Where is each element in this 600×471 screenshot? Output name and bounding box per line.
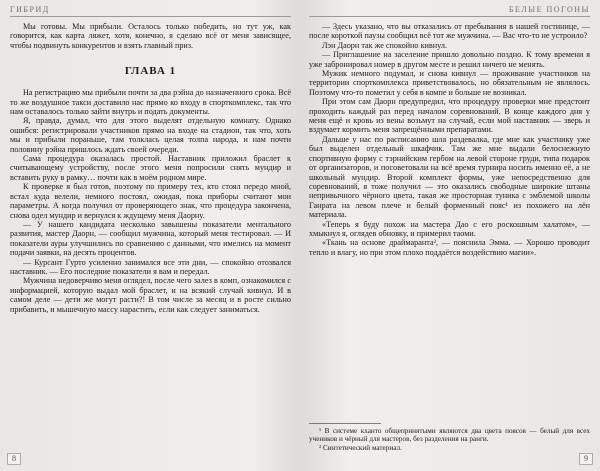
page-right xyxy=(309,22,590,452)
footnotes-block xyxy=(309,418,590,453)
paragraph: При этом сам Даорн предупредил, что процедуру проверки мне предстоит проходить каждый раз перед началом соревнований. В конце каждого дня у меня ещё и кровь из вены возьмут на случай, если мой наставник — зверь и вздумает кормить меня запрещёнными препаратами. xyxy=(309,97,590,135)
footnotes xyxy=(309,427,590,453)
page-number-right: 9 xyxy=(579,453,593,465)
footnote-separator xyxy=(309,423,381,424)
running-title-left: ГИБРИД xyxy=(10,5,50,14)
paragraph: «Теперь я буду похож на мастера Дао с его роскошным халатом», — хмыкнул я, оглядев обновку, и примерил таоми. xyxy=(309,219,590,238)
body-text-left xyxy=(10,88,291,314)
paragraph: Дальше у нас по расписанию шла раздевалка, где мне как участнику уже был выделен отдельный шкафчик. Там же мне выдали белоснежную спортивную форму с тэрнийским гербом на левой стороне груди, типа подарок от организаторов, и посоветовали на всё время турнира носить именно её, а не школьный мундир. Второй комплект формы, уже непосредственно для соревнований, я тоже получил — это оказались свободные широкие штаны непривычного чёрного цвета, такая же просторная туника с эмблемой школы Ганрата на левом плече и белый форменный пояс¹ из похожего на лён материала. xyxy=(309,134,590,220)
paragraph: К проверке я был готов, поэтому по примеру тех, кто стоял передо мной, встал куда велели, немного постоял, ожидая, пока приборы считают мои параметры. А когда получил от проверяющего знак, что процедура закончена, снова одел мундир и вернулся к ждущему меня Даорну. xyxy=(10,182,291,220)
paragraph: — У нашего кандидата несколько завышены показатели ментального развития, мастер Даорн, — сообщил мужчина, который меня тестировал. — И показатели ауры улучшились по сравнению с данными, что имелись на момент подачи заявки, на десять процентов. xyxy=(10,219,291,258)
body-text-right xyxy=(309,22,590,257)
paragraph: Мужчина недоверчиво меня оглядел, после чего залез в комп, ознакомился с информацией, которую выдал мой браслет, и на всякий случай кивнул. И в самом деле — дети же могут расти?! В том числе за месяц и в росте сильно прибавить, и мышечную массу нарастить, если как следует заниматься. xyxy=(10,276,291,314)
paragraph: Мужик немного подумал, и снова кивнул — проживание участников на территории спорткомплекса приветствовалось, но обязательным не являлось. Поэтому что-то пометил у себя в компе и больше не возникал. xyxy=(309,69,590,97)
paragraph: Сама процедура оказалась простой. Наставник приложил браслет к считывающему устройству, после этого меня попросили снять мундир и вставить руку в рамку… почти как в моём родном мире. xyxy=(10,154,291,182)
footnote: ¹ В системе кханто общепринятыми являются два цвета поясов — белый для всех учеников и чёрный для мастеров, без разделения на ранги. xyxy=(309,426,590,443)
intro-paragraph: Мы готовы. Мы прибыли. Осталось только победить, но тут уж, как говорится, как карта ляжет, хотя, конечно, я сделаю всё от меня зависящее, чтобы подвинуть конкурентов и взять главный приз. xyxy=(10,22,291,50)
paragraph: — Приглашение на заселение пришло довольно поздно. К тому времени я уже забронировал номер в другом месте и решил ничего не менять. xyxy=(309,50,590,69)
page-number-left: 8 xyxy=(7,453,21,465)
paragraph: На регистрацию мы прибыли почти за два рэйна до назначенного срока. Всё то же воздушное такси доставило нас прямо ко входу в спорткомплекс, так что нам оставалось только зайти внутрь и подать документы. xyxy=(10,88,291,117)
page-left xyxy=(10,22,291,452)
paragraph: Лэн Даорн так же спокойно кивнул. xyxy=(322,40,448,50)
header-rule-right xyxy=(309,16,590,17)
chapter-heading: ГЛАВА 1 xyxy=(124,65,177,78)
running-title-right: БЕЛЫЕ ПОГОНЫ xyxy=(508,5,590,14)
paragraph: «Ткань на основе драймаранта², — пояснила Эмма. — Хорошо проводит тепло и влагу, но при этом плохо поддаётся воздействию магии». xyxy=(309,238,590,257)
header-rule-left xyxy=(10,16,291,17)
paragraph: — Здесь указано, что вы отказались от пребывания в нашей гостинице, — после короткой паузы сообщил всё тот же мужчина. — Вас что-то не устроило? xyxy=(309,22,590,41)
footnote: ² Синтетический материал. xyxy=(319,443,402,452)
paragraph: — Курсант Гурто усиленно занимался все эти дни, — спокойно отозвался наставник. — Его последние показатели я вам и передал. xyxy=(10,257,291,276)
paragraph: Я, правда, думал, что для этого выделят отдельную комнату. Однако ошибся: регистрировали участников прямо на входе на стадион, так что, хоть мы и прибыли пораньше, там толклась целая толпа народа, и нам почти половину рэйна пришлось ждать своей очереди. xyxy=(10,116,291,154)
